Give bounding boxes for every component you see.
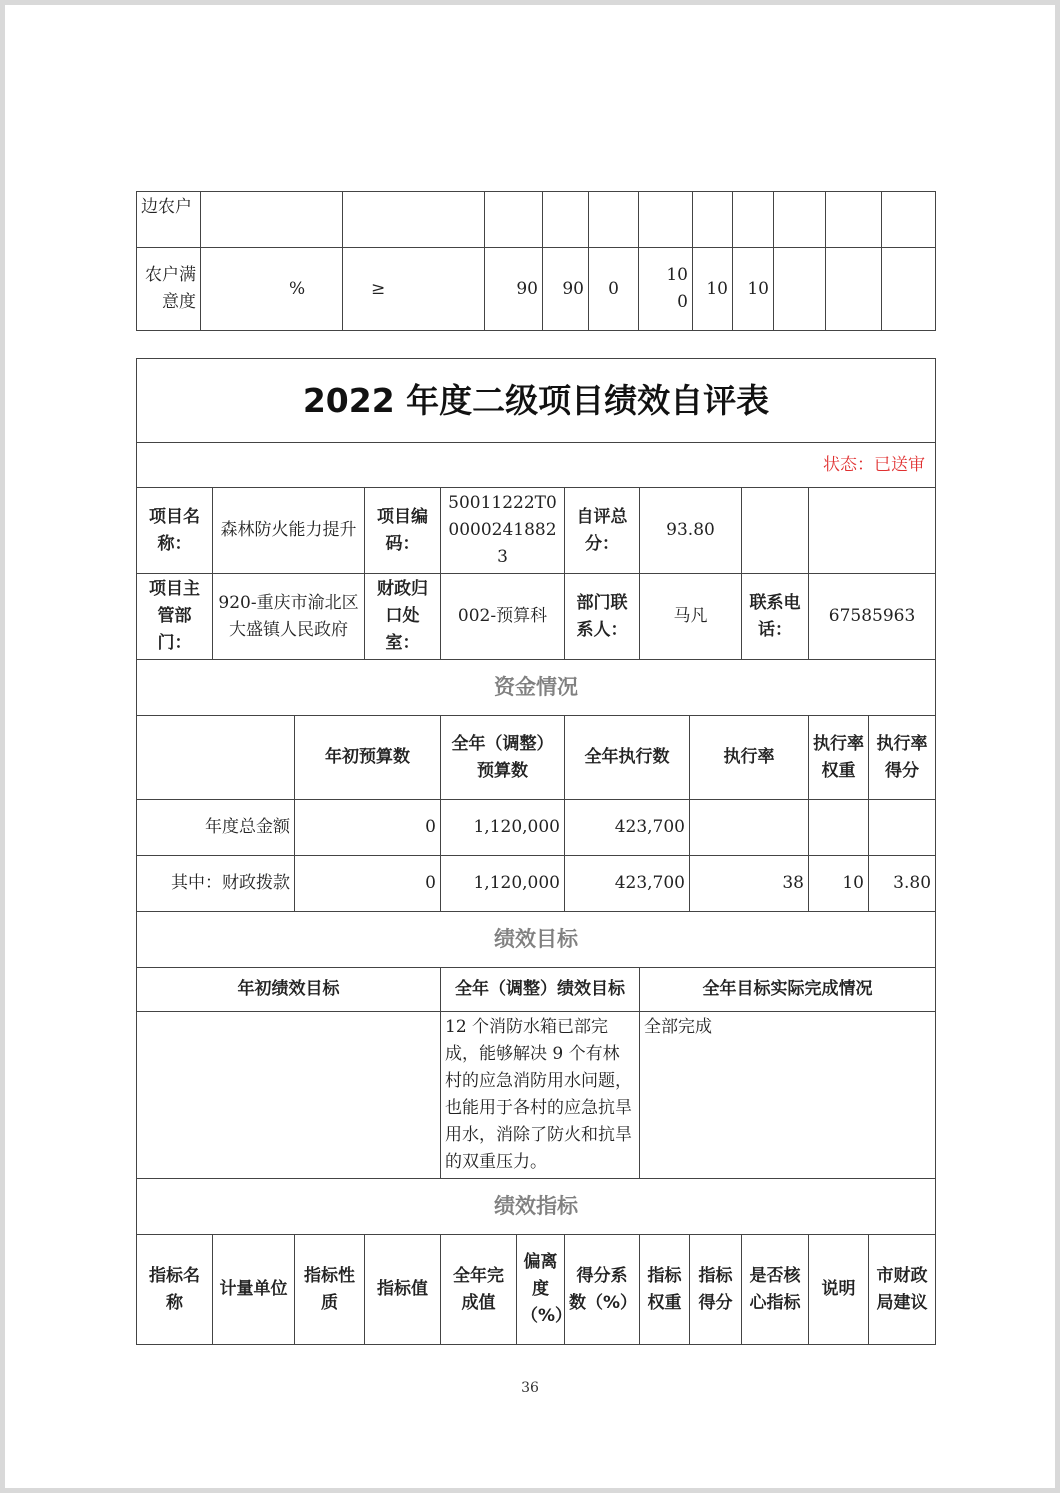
goals-actual: 全部完成 [640, 1012, 936, 1179]
finance-office-label: 财政归口处室： [365, 574, 441, 660]
funds-header-rate: 执行率 [690, 716, 809, 800]
indicator-header-completed: 全年完成值 [441, 1235, 517, 1345]
indicator-header-unit: 计量单位 [213, 1235, 295, 1345]
indicator-header-score: 指标得分 [690, 1235, 742, 1345]
goals-section-title: 绩效目标 [137, 912, 936, 968]
contact-label: 部门联系人： [565, 574, 640, 660]
indicator-header-value: 指标值 [365, 1235, 441, 1345]
coefficient-cell: 100 [639, 248, 693, 331]
phone-label: 联系电话： [742, 574, 809, 660]
funds-initial: 0 [295, 800, 441, 856]
goals-header-initial: 年初绩效目标 [137, 968, 441, 1012]
status-badge: 已送审 [874, 454, 926, 475]
goals-header-adjusted: 全年（调整）绩效目标 [441, 968, 640, 1012]
project-name: 森林防火能力提升 [213, 488, 365, 574]
indicator-name-cell: 农户满意度 [137, 248, 201, 331]
indicator-header-weight: 指标权重 [640, 1235, 690, 1345]
funds-header-adjusted: 全年（调整）预算数 [441, 716, 565, 800]
goals-header-actual: 全年目标实际完成情况 [640, 968, 936, 1012]
funds-score: 3.80 [869, 856, 936, 912]
project-code: 50011222T000002418823 [441, 488, 565, 574]
self-evaluation-form [136, 358, 936, 1345]
funds-executed: 423,700 [565, 856, 690, 912]
deviation-cell: 0 [589, 248, 639, 331]
indicator-header-name: 指标名称 [137, 1235, 213, 1345]
funds-weight [809, 800, 869, 856]
funds-section-title: 资金情况 [137, 660, 936, 716]
indicators-section-title: 绩效指标 [137, 1179, 936, 1235]
funds-header-score: 执行率得分 [869, 716, 936, 800]
funds-executed: 423,700 [565, 800, 690, 856]
funds-row-label: 年度总金额 [137, 800, 295, 856]
department-label: 项目主管部门： [137, 574, 213, 660]
completed-cell: 90 [543, 248, 589, 331]
indicator-header-nature: 指标性质 [295, 1235, 365, 1345]
nature-cell: ≥ [343, 248, 485, 331]
form-title: 2022 年度二级项目绩效自评表 [137, 359, 936, 443]
funds-score [869, 800, 936, 856]
weight-cell: 10 [693, 248, 733, 331]
total-score: 93.80 [640, 488, 742, 574]
phone-number: 67585963 [809, 574, 936, 660]
funds-adjusted: 1,120,000 [441, 856, 565, 912]
page-number: 36 [521, 1380, 539, 1396]
indicator-header-notes: 说明 [809, 1235, 869, 1345]
status-label: 状态： [823, 454, 875, 475]
funds-header-weight: 执行率权重 [809, 716, 869, 800]
contact-person: 马凡 [640, 574, 742, 660]
continued-indicator-table [136, 191, 936, 331]
funds-rate: 38 [690, 856, 809, 912]
score-cell: 10 [733, 248, 774, 331]
indicator-name-cell: 边农户 [137, 192, 201, 248]
funds-initial: 0 [295, 856, 441, 912]
funds-header-initial: 年初预算数 [295, 716, 441, 800]
funds-weight: 10 [809, 856, 869, 912]
value-cell: 90 [485, 248, 543, 331]
funds-row-label: 其中：财政拨款 [137, 856, 295, 912]
indicator-header-core: 是否核心指标 [742, 1235, 809, 1345]
funds-header-executed: 全年执行数 [565, 716, 690, 800]
total-score-label: 自评总分： [565, 488, 640, 574]
indicator-header-deviation: 偏离度（%） [517, 1235, 565, 1345]
unit-cell: % [201, 248, 343, 331]
goals-adjusted: 12 个消防水箱已部完成，能够解决 9 个有林村的应急消防用水问题，也能用于各村的应急抗旱用水，消除了防火和抗旱的双重压力。 [441, 1012, 640, 1179]
indicator-header-suggestion: 市财政局建议 [869, 1235, 936, 1345]
finance-office: 002-预算科 [441, 574, 565, 660]
indicator-header-coefficient: 得分系数（%） [565, 1235, 640, 1345]
project-name-label: 项目名称： [137, 488, 213, 574]
funds-adjusted: 1,120,000 [441, 800, 565, 856]
status-line [137, 443, 936, 488]
project-code-label: 项目编码： [365, 488, 441, 574]
goals-initial [137, 1012, 441, 1179]
funds-rate [690, 800, 809, 856]
department: 920-重庆市渝北区大盛镇人民政府 [213, 574, 365, 660]
